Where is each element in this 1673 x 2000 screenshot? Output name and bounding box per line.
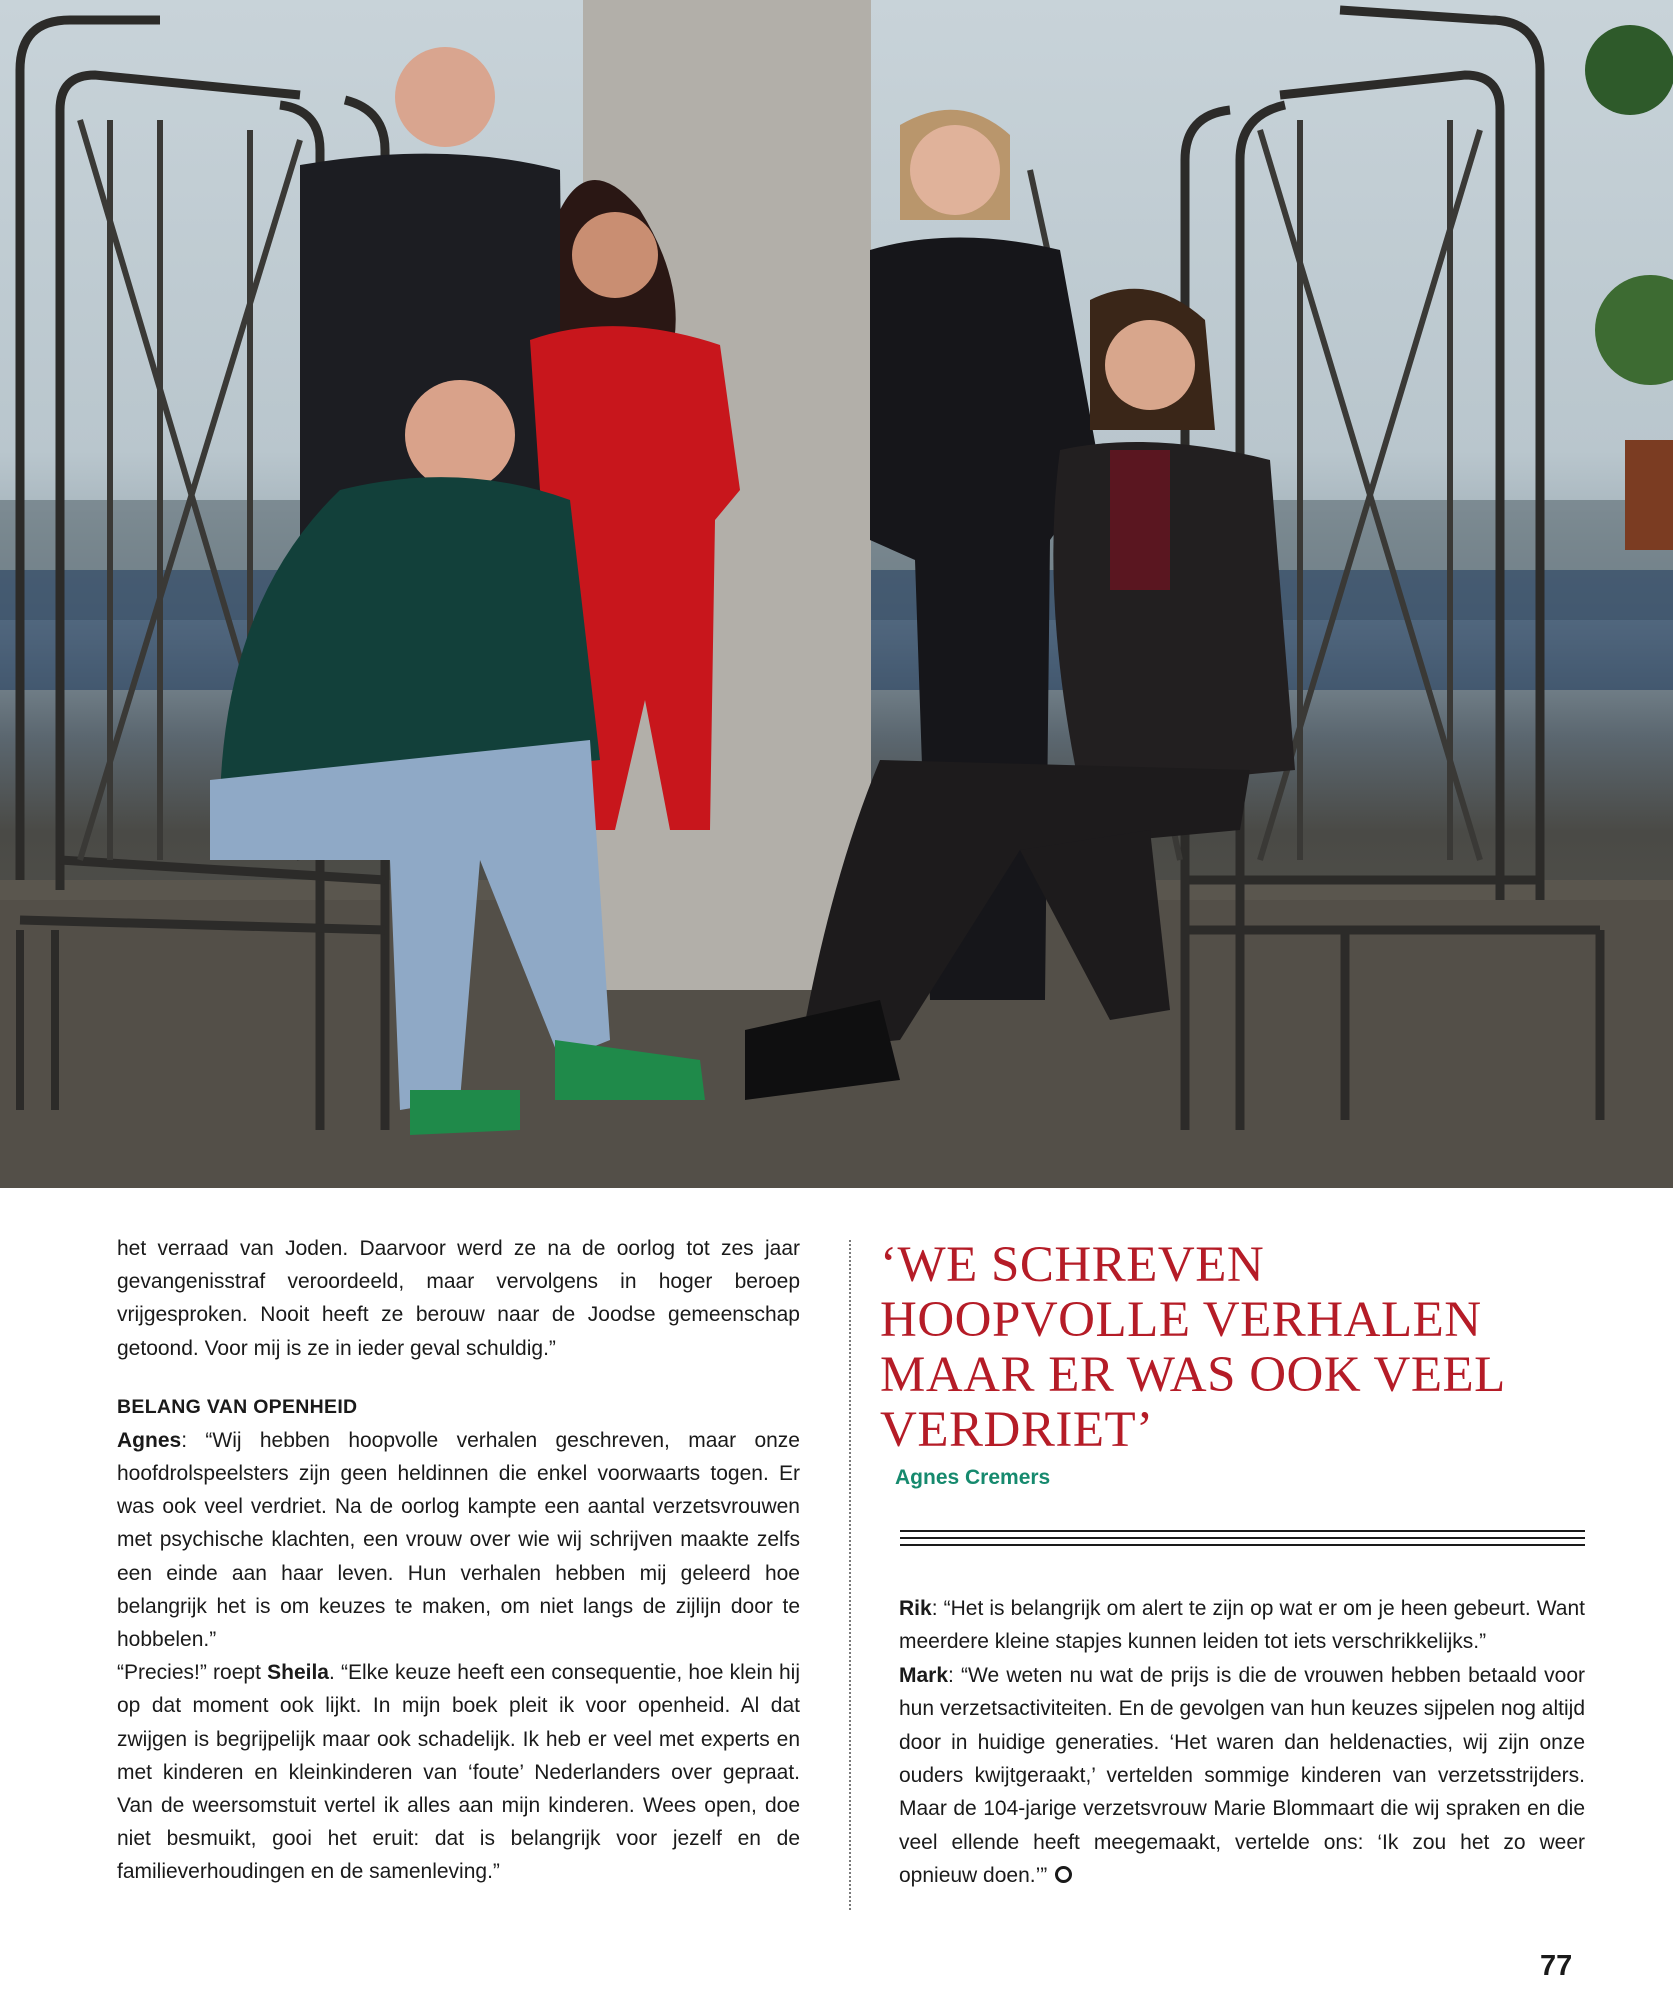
page-number: 77	[1540, 1950, 1573, 1982]
paragraph-text: . “Elke keuze heeft een consequentie, hoe klein hij op dat moment ook lijkt. In mijn boek pleit ik voor openheid. Al dat zwijgen is begrijpelijk maar ook schadelijk. Ik heb er veel met experts en met kinderen en kleinkinderen van ‘foute’ Nederlanders over gepraat. Van de weersomstuit vertel ik alles aan mijn kinderen. Wees open, doe niet besmuikt, gooi het eruit: dat is belangrijk voor jezelf en de familieverhoudingen en de samenleving.”	[117, 1661, 800, 1884]
column-divider	[849, 1240, 851, 1910]
left-column	[117, 1232, 800, 1889]
intro-paragraph: het verraad van Joden. Daarvoor werd ze na de oorlog tot zes jaar gevangenisstraf veroordeeld, maar vervolgens in hoger beroep vrijgesproken. Nooit heeft ze berouw naar de Joodse gemeenschap getoond. Voor mij is ze in ieder geval schuldig.”	[117, 1237, 800, 1360]
speaker-name: Mark	[899, 1663, 949, 1687]
end-of-article-icon	[1055, 1866, 1072, 1883]
section-heading: BELANG VAN OPENHEID	[117, 1395, 358, 1418]
pull-quote: ‘WE SCHREVEN HOOPVOLLE VERHALEN MAAR ER WAS OOK VEEL VERDRIET’	[880, 1237, 1504, 1458]
paragraph-text: : “We weten nu wat de prijs is die de vrouwen hebben betaald voor hun verzetsactiviteiten. En de gevolgen van hun keuzes sijpelen nog altijd door in huidige generaties. ‘Het waren dan heldenacties, wij zijn onze ouders kwijtgeraakt,’ vertelden sommige kinderen van verzetsstrijders. Maar de 104-jarige verzetsvrouw Marie Blommaart die wij spraken en die veel ellende heeft meegemaakt, vertelde ons: ‘Ik zou het zo weer opnieuw doen.’”	[899, 1663, 1585, 1888]
agnes-paragraph	[117, 1424, 800, 1656]
paragraph-text: : “Het is belangrijk om alert te zijn op wat er om je heen gebeurt. Want meerdere kleine stapjes kunnen leiden tot iets verschrikkelijks.”	[899, 1597, 1585, 1654]
decorative-rule	[900, 1530, 1585, 1556]
mark-paragraph	[899, 1659, 1585, 1893]
right-column	[899, 1592, 1585, 1893]
sheila-paragraph	[117, 1656, 800, 1888]
paragraph-lead: “Precies!” roept	[117, 1661, 268, 1685]
rik-paragraph	[899, 1592, 1585, 1659]
speaker-name: Rik	[899, 1597, 932, 1620]
speaker-name: Agnes	[117, 1428, 182, 1452]
pull-quote-author: Agnes Cremers	[895, 1466, 1051, 1489]
speaker-name: Sheila	[267, 1661, 329, 1685]
paragraph-text: : “Wij hebben hoopvolle verhalen geschreven, maar onze hoofdrolspeelsters zijn geen heldinnen die enkel voorwaarts togen. Er was ook veel verdriet. Na de oorlog kampte een aantal verzetsvrouwen met psychische klachten, een vrouw over wie wij schrijven maakte zelfs een einde aan haar leven. Hun verhalen hebben mij geleerd hoe belangrijk het is om keuzes te maken, om niet langs de zijlijn door te hobbelen.”	[117, 1428, 800, 1652]
